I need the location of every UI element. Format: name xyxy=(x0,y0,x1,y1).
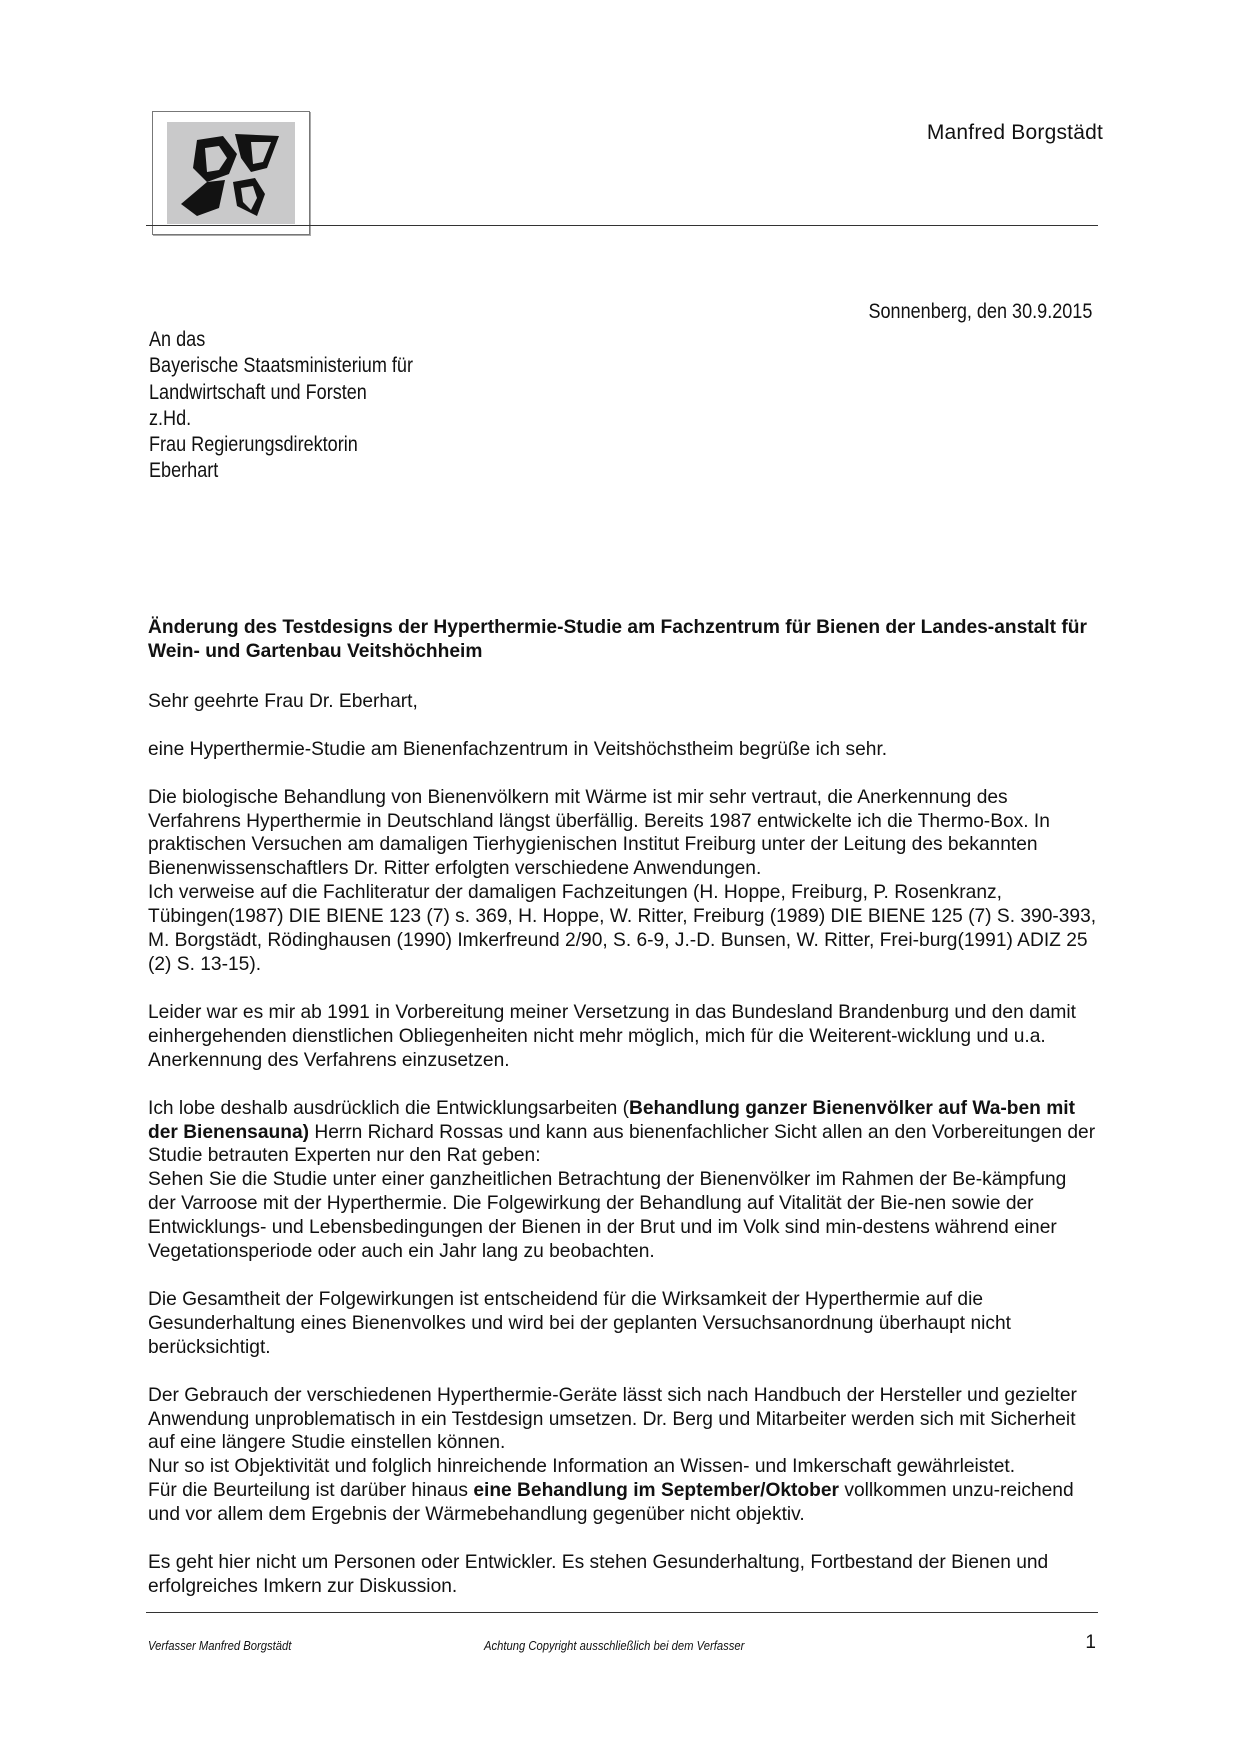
paragraph: Der Gebrauch der verschiedenen Hyperthermie-Geräte lässt sich nach Handbuch der Hersteller und gezielter Anwendung unproblematisch in ein Testdesign umsetzen. Dr. Berg und Mitarbeiter werden sich mit Sicherheit auf eine längere Studie einstellen können. xyxy=(148,1384,1077,1454)
address-line: z.Hd. xyxy=(149,406,192,430)
address-line: Frau Regierungsdirektorin xyxy=(149,433,358,457)
recipient-address xyxy=(149,327,413,485)
text-run: vollkommen unzu-reichend und vor allem dem Ergebnis der Wärmebehandlung gegenüber nicht objektiv. xyxy=(148,1480,1074,1526)
paragraph: eine Hyperthermie-Studie am Bienenfachzentrum in Veitshöchstheim begrüße ich sehr. xyxy=(148,738,888,760)
paragraph: Die biologische Behandlung von Bienenvölkern mit Wärme ist mir sehr vertraut, die Anerkennung des Verfahrens Hyperthermie in Deutschland längst überfällig. Bereits 1987 entwickelte ich die Thermo-Box. In praktischen Versuchen am damaligen Tierhygienischen Institut Freiburg unter der Leitung des bekannten Bienenwissenschaftlers Dr. Ritter erfolgten verschiedene Anwendungen. xyxy=(148,786,1050,880)
footer-copyright: Achtung Copyright ausschließlich bei dem Verfasser xyxy=(484,1639,745,1653)
paragraph: Ich verweise auf die Fachliteratur der damaligen Fachzeitungen (H. Hoppe, Freiburg, P. Rosenkranz, Tübingen(1987) DIE BIENE 123 (7) s. 369, H. Hoppe, W. Ritter, Freiburg (1989) DIE BIENE 125 (7) S. 390-393, M. Borgstädt, Rödinghausen (1990) Imkerfreund 2/90, S. 6-9, J.-D. Bunsen, W. Ritter, Frei-burg(1991) ADIZ 25 (2) S. 13-15). xyxy=(148,882,1097,975)
text-run: Für die Beurteilung ist darüber hinaus xyxy=(148,1480,474,1502)
emphasis-text: eine Behandlung im September/Oktober xyxy=(473,1480,840,1502)
address-line: Bayerische Staatsministerium für xyxy=(149,354,413,378)
paragraph: Leider war es mir ab 1991 in Vorbereitung meiner Versetzung in das Bundesland Brandenburg und den damit einhergehenden dienstlichen Obliegenheiten nicht mehr möglich, mich für die Weiterent-wicklung und u.a. Anerkennung des Verfahrens einzusetzen. xyxy=(148,1001,1076,1071)
paragraph: Sehen Sie die Studie unter einer ganzheitlichen Betrachtung der Bienenvölker im Rahmen der Be-kämpfung der Varroose mit der Hyperthermie. Die Folgewirkung der Behandlung auf Vitalität der Bie-nen sowie der Entwicklungs- und Lebensbedingungen der Bienen in der Brut und im Volk sind min-destens während einer Vegetationsperiode oder auch ein Jahr lang zu beobachten. xyxy=(148,1169,1067,1263)
paragraph-group xyxy=(148,786,1098,977)
subject-line: Änderung des Testdesigns der Hyperthermie-Studie am Fachzentrum für Bienen der Landes-anstalt für Wein- und Gartenbau Veitshöchheim xyxy=(148,617,1087,662)
paragraph: Die Gesamtheit der Folgewirkungen ist entscheidend für die Wirksamkeit der Hyperthermie auf die Gesunderhaltung eines Bienenvolkes und wird bei der geplanten Versuchsanordnung überhaupt nicht berücksichtigt. xyxy=(148,1288,1011,1358)
paragraph-group xyxy=(148,1097,1098,1264)
butterfly-logo-icon xyxy=(167,122,295,224)
address-line: Landwirtschaft und Forsten xyxy=(149,380,367,404)
paragraph-group xyxy=(148,1384,1098,1527)
logo-frame xyxy=(152,111,310,235)
page-number: 1 xyxy=(1085,1632,1096,1653)
address-line: An das xyxy=(149,328,206,351)
header-author-name: Manfred Borgstädt xyxy=(926,121,1103,144)
paragraph xyxy=(148,1097,1098,1169)
logo-graphic xyxy=(167,122,295,224)
salutation: Sehr geehrte Frau Dr. Eberhart, xyxy=(148,690,418,712)
footer-divider xyxy=(146,1612,1098,1613)
date-line: Sonnenberg, den 30.9.2015 xyxy=(868,300,1092,323)
paragraph xyxy=(148,1479,1098,1527)
emphasis-text: Behandlung ganzer Bienenvölker auf Wa-ben mit der Bienensauna) xyxy=(148,1097,1076,1143)
header-divider xyxy=(146,225,1098,226)
letter-body xyxy=(148,616,1098,1623)
text-run: Ich lobe deshalb ausdrücklich die Entwicklungsarbeiten ( xyxy=(148,1097,630,1119)
footer-author: Verfasser Manfred Borgstädt xyxy=(148,1639,292,1653)
text-run: Herrn Richard Rossas und kann aus bienenfachlicher Sicht allen an den Vorbereitungen der Studie betrauten Experten nur den Rat geben: xyxy=(148,1121,1096,1167)
paragraph: Nur so ist Objektivität und folglich hinreichende Information an Wissen- und Imkerschaft gewährleistet. xyxy=(148,1456,1016,1478)
address-line: Eberhart xyxy=(149,459,219,483)
paragraph: Es geht hier nicht um Personen oder Entwickler. Es stehen Gesunderhaltung, Fortbestand der Bienen und erfolgreiches Imkern zur Diskussion. xyxy=(148,1552,1049,1597)
